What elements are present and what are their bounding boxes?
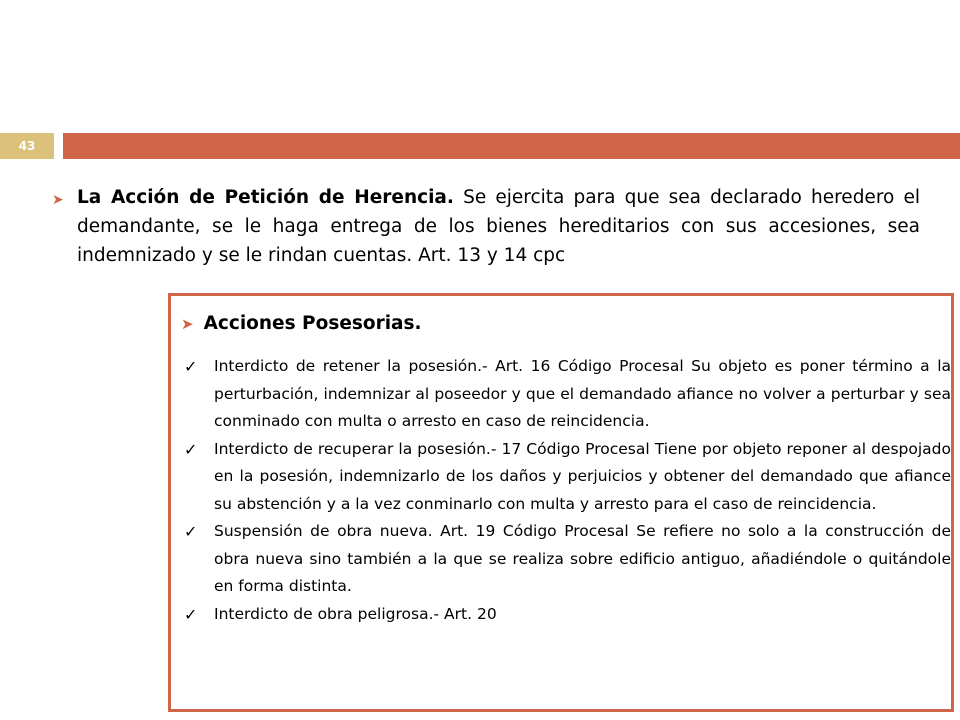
checkmark-icon: ✓ (184, 439, 198, 459)
list-item (181, 518, 951, 601)
list-item-text: Interdicto de retener la posesión.- Art. 16 Código Procesal Su objeto es poner término a la perturbación, indemnizar al poseedor y que el demandado afiance no volver a perturbar y sea conminado con multa o arresto en caso de reincidencia. (214, 357, 951, 430)
list-item (181, 436, 951, 519)
header-accent-bar (63, 133, 960, 159)
chevron-bullet-icon: ➤ (52, 192, 64, 208)
box-title (181, 310, 422, 338)
possessory-actions-list (181, 353, 951, 628)
list-item-text: Interdicto de recuperar la posesión.- 17 Código Procesal Tiene por objeto reponer al despojado en la posesión, indemnizarlo de los daños y perjuicios y obtener del demandado que afiance su abstención y a la vez conminarlo con multa y arresto para el caso de reincidencia. (214, 439, 951, 513)
list-item (181, 353, 951, 436)
list-item-text: Suspensión de obra nueva. Art. 19 Código Procesal Se refiere no solo a la construcción de obra nueva sino también a la que se realiza sobre edificio antiguo, añadiéndole o quitándole en forma distinta. (214, 522, 951, 595)
list-item-text: Interdicto de obra peligrosa.- Art. 20 (214, 604, 497, 623)
chevron-bullet-icon: ➤ (181, 315, 194, 333)
intro-paragraph (52, 183, 920, 270)
intro-text: Se ejercita para que sea declarado heredero el demandante, se le haga entrega de los bienes hereditarios con sus accesiones, sea indemnizado y se le rindan cuentas. Art. 13 y 14 cpc (77, 187, 920, 266)
box-title-text: Acciones Posesorias. (203, 313, 422, 334)
checkmark-icon: ✓ (184, 604, 198, 624)
intro-lead: La Acción de Petición de Herencia. (77, 187, 454, 208)
slide-number: 43 (18, 139, 36, 153)
slide-number-badge (0, 133, 54, 159)
checkmark-icon: ✓ (184, 522, 198, 541)
checkmark-icon: ✓ (184, 357, 198, 376)
list-item (181, 601, 951, 629)
